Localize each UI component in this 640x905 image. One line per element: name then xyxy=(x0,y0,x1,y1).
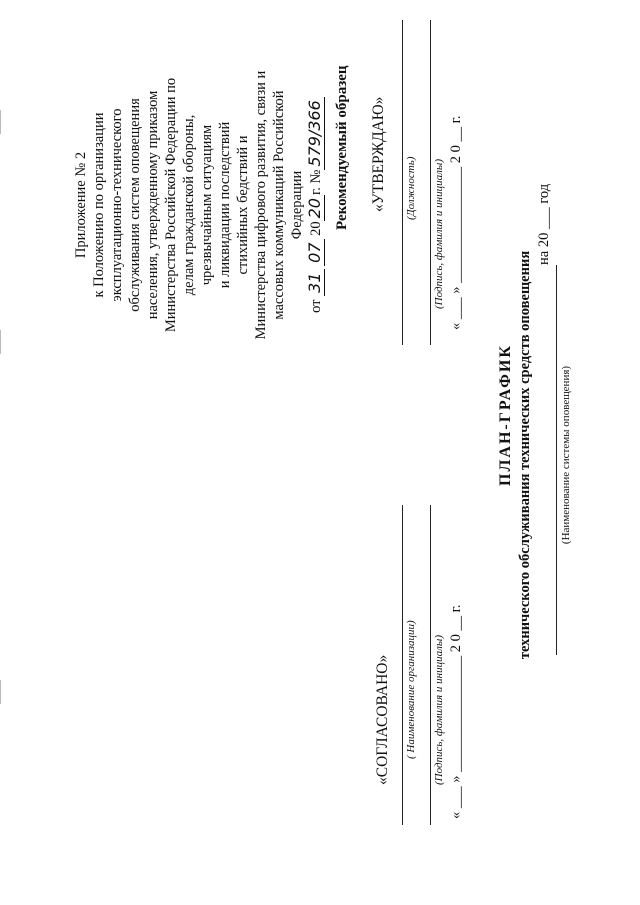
agreed-title: «СОГЛАСОВАНО» xyxy=(374,654,391,785)
appendix-line: к Положению по организации xyxy=(91,112,107,298)
appendix-line: делам гражданской обороны, xyxy=(181,114,197,296)
agreed-date-line: « ___ » ________________ 2 0 __ г. xyxy=(448,604,464,819)
approve-position-line xyxy=(402,20,403,345)
appendix-block xyxy=(72,45,325,365)
appendix-line: Федерации xyxy=(289,170,305,240)
appendix-line: населения, утвержденному приказом xyxy=(145,90,161,320)
appendix-line: стихийных бедствий и xyxy=(235,135,251,275)
approve-date-line: « ___ » ________________ 2 0 __ г. xyxy=(448,115,464,330)
approve-title: «УТВЕРЖДАЮ» xyxy=(370,96,387,212)
plan-year-line: на 20 ___ год xyxy=(536,183,552,265)
appendix-line: обслуживания систем оповещения xyxy=(127,98,143,312)
agreed-signature-line xyxy=(430,505,431,825)
scan-margin-mark xyxy=(0,330,1,354)
agreed-signature-caption: (Подпись, фамилия и инициалы) xyxy=(433,634,445,785)
order-month: 07 xyxy=(305,240,325,266)
approve-position-caption: (Должность) xyxy=(405,156,417,220)
agreed-org-caption: ( Наименование организации) xyxy=(405,620,417,759)
appendix-line: Министерства цифрового развития, связи и xyxy=(253,70,269,340)
order-number: 579/366 xyxy=(305,97,325,169)
appendix-line: Приложение № 2 xyxy=(73,151,89,259)
approve-signature-line xyxy=(430,20,431,345)
appendix-line: чрезвычайным ситуациям xyxy=(199,124,215,286)
recommended-sample-label: Рекомендуемый образец xyxy=(334,65,350,230)
order-day: 31 xyxy=(305,269,325,295)
order-date-line: от 31 07 2020г. №579/366 xyxy=(306,45,325,365)
appendix-line: массовых коммуникаций Российской xyxy=(271,90,287,320)
plan-system-line xyxy=(556,265,557,655)
plan-subtitle: технического обслуживания технических средств оповещения xyxy=(517,250,533,660)
order-year: 20 xyxy=(305,195,325,221)
scan-margin-mark xyxy=(0,110,1,134)
appendix-line: и ликвидации последствий xyxy=(217,121,233,289)
plan-system-caption: (Наименование системы оповещения) xyxy=(560,365,572,545)
appendix-line: Министерства Российской Федерации по xyxy=(163,77,179,333)
plan-title: ПЛАН-ГРАФИК xyxy=(497,344,514,486)
approve-signature-caption: (Подпись, фамилия и инициалы) xyxy=(433,158,445,309)
appendix-line: эксплуатационно-технического xyxy=(109,108,125,302)
agreed-org-line xyxy=(402,505,403,825)
scan-margin-mark xyxy=(0,680,1,704)
